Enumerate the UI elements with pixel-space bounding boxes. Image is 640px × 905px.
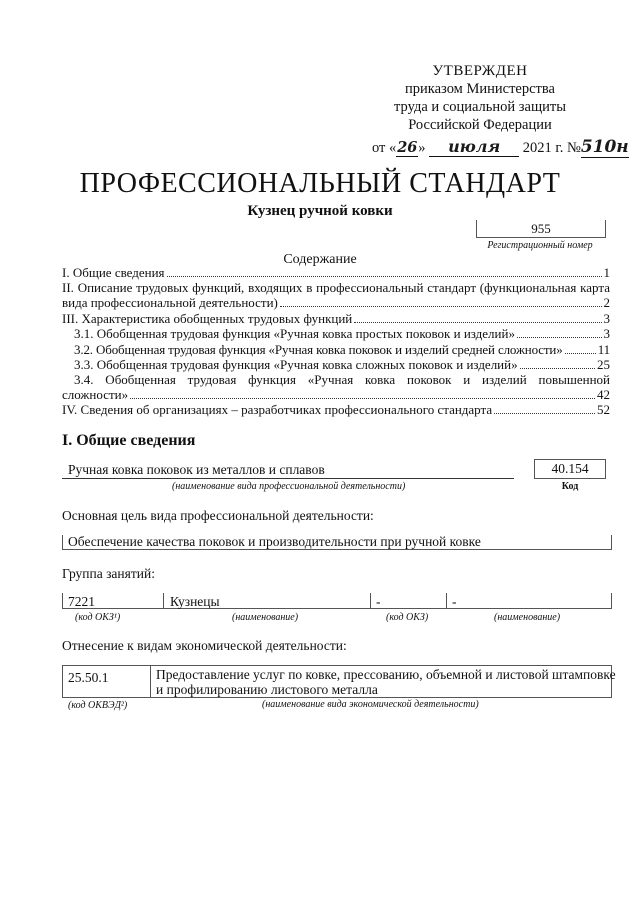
approval-line-3: Российской Федерации: [408, 117, 552, 133]
registration-number: 955: [531, 221, 551, 236]
toc-item[interactable]: [62, 312, 610, 326]
groups-divider: [446, 593, 447, 609]
toc-item[interactable]: [74, 327, 610, 341]
econ-name-line-2: и профилированию листового металла: [156, 682, 378, 697]
toc-item-text: I. Общие сведения: [62, 266, 165, 280]
document-title: ПРОФЕССИОНАЛЬНЫЙ СТАНДАРТ: [79, 168, 561, 199]
groups-divider: [370, 593, 371, 609]
group-okz-code-1: 7221: [68, 594, 95, 609]
toc-item[interactable]: [62, 296, 610, 310]
caption-name-1: (наименование): [232, 612, 299, 623]
group-okz-code-2: -: [376, 594, 381, 609]
activity-code-box: [534, 459, 606, 479]
caption-name-2: (наименование): [494, 612, 561, 623]
toc-item-text: IV. Сведения об организациях – разработчиках профессионального стандарта: [62, 403, 493, 417]
toc-item-page: 3: [603, 312, 610, 326]
toc-item-page: 11: [597, 343, 610, 357]
econ-code: 25.50.1: [68, 670, 109, 685]
activity-underline: [62, 478, 514, 479]
toc-item-line[interactable]: II. Описание трудовых функций, входящих в профессиональный стандарт (функциональная карта: [62, 280, 610, 295]
toc-item-page: 42: [597, 388, 610, 402]
approval-block: [360, 62, 600, 134]
group-name-2: -: [452, 594, 457, 609]
toc-item-text: 3.2. Обобщенная трудовая функция «Ручная ковка поковок и изделий средней сложности»: [74, 343, 563, 357]
caption-econ-name: (наименование вида экономической деятельности): [262, 699, 479, 710]
toc-item[interactable]: [62, 403, 610, 417]
econ-label: Отнесение к видам экономической деятельности:: [62, 638, 347, 653]
order-mid: »: [418, 140, 426, 156]
order-prefix: от «: [372, 140, 397, 156]
order-number: 510н: [580, 137, 629, 157]
toc-heading: Содержание: [283, 252, 357, 267]
toc-item-page: 25: [597, 358, 610, 372]
toc-item-text: 3.3. Обобщенная трудовая функция «Ручная ковка сложных поковок и изделий»: [74, 358, 518, 372]
toc-item-text: 3.1. Обобщенная трудовая функция «Ручная ковка простых поковок и изделий»: [74, 327, 515, 341]
order-month: июля: [429, 137, 519, 157]
groups-divider: [163, 593, 164, 609]
toc-item-page: 2: [603, 296, 610, 310]
approval-line-1: приказом Министерства: [405, 81, 555, 97]
toc-item-page: 3: [603, 327, 610, 341]
toc-item[interactable]: [74, 343, 610, 357]
table-of-contents: [62, 266, 610, 416]
approval-heading: УТВЕРЖДЕН: [432, 63, 528, 79]
toc-item-line[interactable]: 3.4. Обобщенная трудовая функция «Ручная ковка поковок и изделий повышенной: [74, 372, 610, 387]
activity-code: 40.154: [551, 461, 589, 476]
section-heading: I. Общие сведения: [62, 432, 196, 449]
toc-item-text: III. Характеристика обобщенных трудовых функций: [62, 312, 353, 326]
goal-text: Обеспечение качества поковок и производительности при ручной ковке: [68, 534, 481, 549]
toc-item[interactable]: [62, 266, 610, 280]
order-date-line: [372, 137, 629, 158]
toc-item[interactable]: [74, 358, 610, 372]
activity-name: Ручная ковка поковок из металлов и сплавов: [68, 462, 325, 477]
econ-divider: [150, 665, 151, 697]
toc-item-text: сложности»: [62, 388, 129, 402]
groups-table: [62, 593, 612, 609]
groups-label: Группа занятий:: [62, 566, 155, 581]
caption-okz-code-1: (код ОКЗ¹): [75, 612, 121, 623]
toc-item-text: вида профессиональной деятельности): [62, 296, 278, 310]
order-year: 2021 г. №: [522, 140, 581, 156]
caption-econ-code: (код ОКВЭД²): [68, 700, 128, 711]
toc-item-page: 52: [597, 403, 610, 417]
registration-label: Регистрационный номер: [487, 240, 593, 251]
goal-label: Основная цель вида профессиональной деятельности:: [62, 508, 374, 523]
toc-item-page: 1: [603, 266, 610, 280]
approval-line-2: труда и социальной защиты: [394, 99, 566, 115]
document-subtitle: Кузнец ручной ковки: [247, 203, 393, 219]
caption-okz-code-2: (код ОКЗ): [386, 612, 429, 623]
toc-item[interactable]: [62, 388, 610, 402]
econ-name-line-1: Предоставление услуг по ковке, прессованию, объемной и листовой штамповке: [156, 667, 616, 682]
registration-number-box: [476, 220, 606, 238]
order-day: 26: [397, 139, 418, 156]
activity-name-caption: (наименование вида профессиональной деятельности): [172, 481, 406, 492]
group-name-1: Кузнецы: [170, 594, 220, 609]
activity-code-caption: Код: [561, 481, 579, 492]
